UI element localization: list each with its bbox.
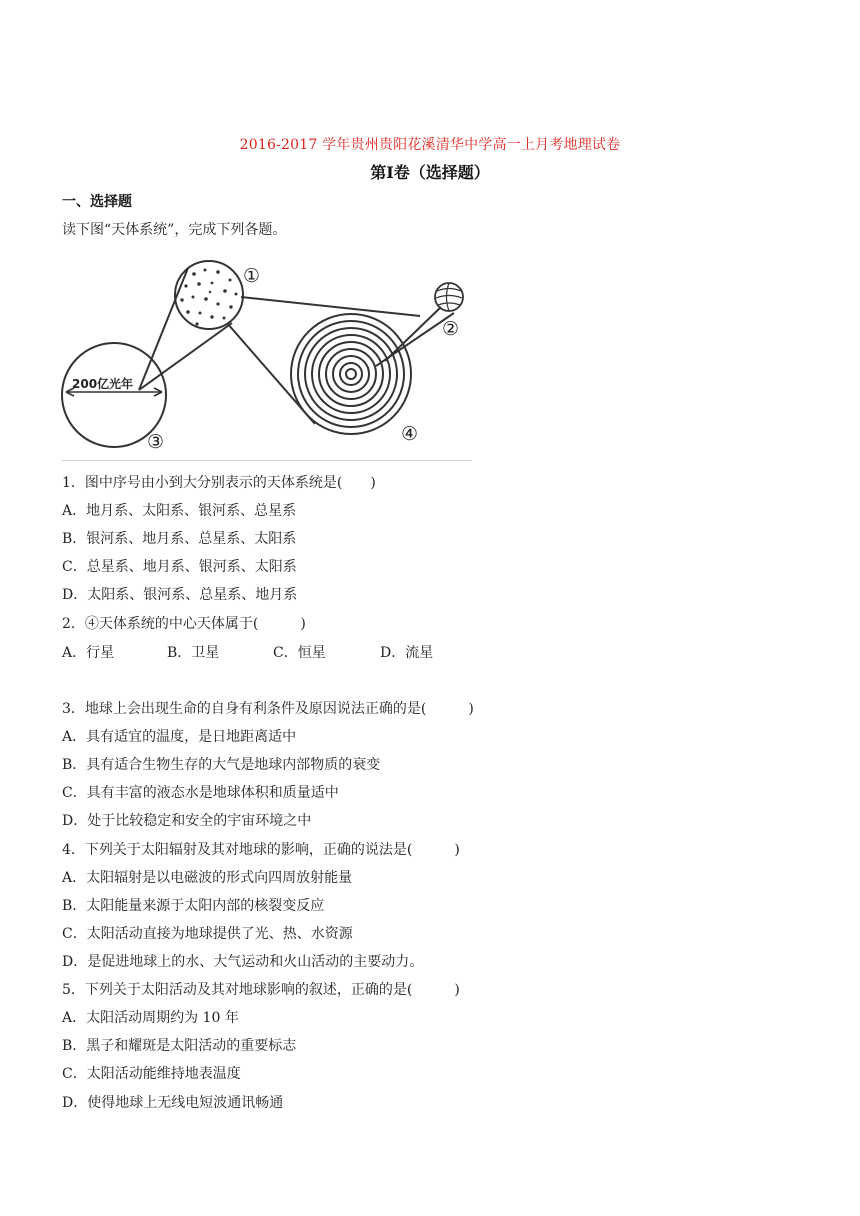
celestial-system-diagram <box>60 250 472 462</box>
figure-divider <box>62 460 472 461</box>
question-3-option-a: A．具有适宜的温度，是日地距离适中 <box>62 729 297 745</box>
question-5-option-a: A．太阳活动周期约为 10 年 <box>62 1010 239 1026</box>
volume-heading: 第Ⅰ卷（选择题） <box>370 163 490 182</box>
question-2-option-d: D．流星 <box>380 645 434 661</box>
celestial-system-figure <box>60 250 472 462</box>
question-3-option-c: C．具有丰富的液态水是地球体积和质量适中 <box>62 785 339 801</box>
question-2-stem: 2．④天体系统的中心天体属于( ) <box>62 616 306 632</box>
question-2-option-a: A．行星 <box>62 645 115 661</box>
question-5-option-d: D．使得地球上无线电短波通讯畅通 <box>62 1095 284 1111</box>
question-5-option-c: C．太阳活动能维持地表温度 <box>62 1066 241 1082</box>
question-4-option-b: B．太阳能量来源于太阳内部的核裂变反应 <box>62 898 325 914</box>
question-1-option-b: B．银河系、地月系、总星系、太阳系 <box>62 531 297 547</box>
question-5-stem: 5．下列关于太阳活动及其对地球影响的叙述，正确的是( ) <box>62 982 460 998</box>
question-1-stem: 1．图中序号由小到大分别表示的天体系统是( ) <box>62 475 376 491</box>
question-3-option-d: D．处于比较稳定和安全的宇宙环境之中 <box>62 813 312 829</box>
section-heading: 一、选择题 <box>62 194 132 210</box>
question-2-option-c: C．恒星 <box>273 645 326 661</box>
label-2: ② <box>442 318 460 340</box>
question-4-option-c: C．太阳活动直接为地球提供了光、热、水资源 <box>62 926 353 942</box>
scale-label: 200亿光年 <box>72 377 134 391</box>
document-title: 2016-2017 学年贵州贵阳花溪清华中学高一上月考地理试卷 <box>239 137 621 153</box>
question-4-option-d: D．是促进地球上的水、大气运动和火山活动的主要动力。 <box>62 954 424 970</box>
question-1-option-d: D．太阳系、银河系、总星系、地月系 <box>62 587 298 603</box>
star-dots <box>180 269 237 326</box>
label-4: ④ <box>401 423 419 445</box>
label-3: ③ <box>147 431 165 453</box>
question-1-option-c: C．总星系、地月系、银河系、太阳系 <box>62 559 297 575</box>
label-1: ① <box>243 265 261 287</box>
question-2-option-b: B．卫星 <box>167 645 220 661</box>
question-4-option-a: A．太阳辐射是以电磁波的形式向四周放射能量 <box>62 870 353 886</box>
system-1-circle <box>175 261 243 329</box>
zoom-line <box>241 297 420 316</box>
question-4-stem: 4．下列关于太阳辐射及其对地球的影响，正确的说法是( ) <box>62 842 460 858</box>
question-3-option-b: B．具有适合生物生存的大气是地球内部物质的衰变 <box>62 757 381 773</box>
question-3-stem: 3．地球上会出现生命的自身有利条件及原因说法正确的是( ) <box>62 701 474 717</box>
question-1-option-a: A．地月系、太阳系、银河系、总星系 <box>62 503 297 519</box>
intro-text: 读下图“天体系统”，完成下列各题。 <box>62 222 287 238</box>
question-5-option-b: B．黑子和耀斑是太阳活动的重要标志 <box>62 1038 297 1054</box>
